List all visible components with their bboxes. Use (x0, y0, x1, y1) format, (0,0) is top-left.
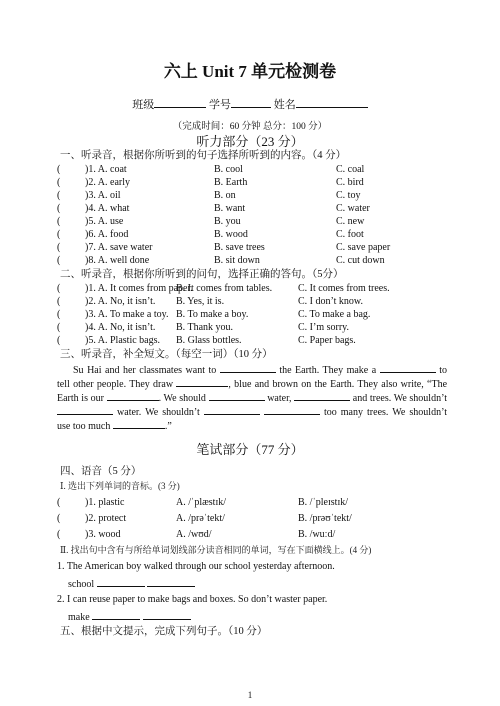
answer-line-1: school (68, 577, 195, 591)
blank (176, 377, 228, 387)
listening-title: 听力部分（23 分） (196, 134, 304, 149)
blank (143, 610, 191, 620)
subsection-2: Ⅱ. 找出句中含有与所给单词划线部分读音相同的单词，写在下面横线上。(4 分) (60, 545, 372, 555)
blank (57, 405, 113, 415)
name-field[interactable] (296, 97, 368, 108)
section-1-heading: 一、听录音，根据你所听到的句子选择所听到的内容。（4 分） (60, 150, 347, 161)
class-label: 班级 (132, 99, 155, 111)
blank (204, 405, 260, 415)
section-5-heading: 五、根据中文提示，完成下列句子。（10 分） (60, 626, 268, 637)
section-2-heading: 二、听录音，根据你所听到的问句，选择正确的答句。（5分） (60, 269, 344, 280)
section-4-heading: 四、语音（5 分） (60, 466, 142, 477)
blank (294, 391, 350, 401)
cloze-passage: Su Hai and her classmates want to the Earth. They make a to tell other people. They draw , blue and brown on the Earth. They also write, “The Earth is our . We should water, and trees. We shouldn’t water. We shouldn’t too many trees. We shouldn’t use too much .” (57, 365, 448, 432)
name-label: 姓名 (273, 99, 296, 111)
blank (209, 391, 265, 401)
time-note: （完成时间：60 分钟 总分：100 分） (172, 122, 328, 132)
blank (107, 391, 159, 401)
number-label: 学号 (209, 99, 231, 111)
answer-line-2: make (68, 610, 191, 624)
blank (264, 405, 320, 415)
number-field[interactable] (231, 97, 271, 108)
blank (97, 577, 145, 587)
blank (380, 363, 436, 373)
written-title: 笔试部分（77 分） (196, 442, 304, 457)
page-title: 六上 Unit 7 单元检测卷 (163, 62, 337, 81)
student-info (0, 96, 500, 112)
subsection-1: Ⅰ. 选出下列单词的音标。(3 分) (60, 481, 180, 491)
exam-page: 六上 Unit 7 单元检测卷 班级 学号 姓名 （完成时间：60 分钟 总分：100 分） 听力部分（23 分） 一、听录音，根据你所听到的句子选择所听到的内容。（4 分） ( )1. A. coat B. cool C. coal ( )2. A. early B. Earth C. bird ( )3. A. oil B. on C. toy ( )4. A. what B. want C. water ( )5. A. use B. you C. new ( )6. A. food B. wood C. foot ( )7. A. save water B. save trees C. save paper ( )8. A. well done B. sit down C. cut down 二、听录音，根据你所听到的问句，选择正确的答句。（5分） ( )1. A. It comes from paper. B. It comes from tables. C. It comes from trees. ( )2. A. No, it isn’t. B. Yes, it is. C. I don’t know. ( )3. A. To make a toy. B. To make a boy. C. To make a bag. ( )4. A. No, it isn’t. B. Thank you. C. I’m sorry. ( )5. A. Plastic bags. B. Glass bottles. C. Paper bags. 三、听录音，补全短文。（每空一词）（10 分） Su Hai and her classmates want to the Earth. They make a to tell other people. They draw , blue and brown on the Earth. They also write, “The Earth is our . We should water, and trees. We shouldn’t water. We shouldn’t too many trees. We shouldn’t use too much .” 笔试部分（77 分） 四、语音（5 分） Ⅰ. 选出下列单词的音标。(3 分) ( )1. plastic A. /ˈplæstɪk/ B. /ˈpleɪstɪk/ ( )2. protect A. /prəˈtekt/ B. /prəʊˈtekt/ ( )3. wood A. /wʊd/ B. /wuːd/ Ⅱ. 找出句中含有与所给单词划线部分读音相同的单词，写在下面横线上。(4 分) 1. The American boy walked through our school yesterday afternoon. school 2. I can reuse paper to make bags and boxes. So don’t waster paper. make 五、根据中文提示，完成下列句子。（10 分） 1 (0, 0, 500, 706)
sentence-2: 2. I can reuse paper to make bags and boxes. So don’t waster paper. (57, 594, 328, 605)
class-field[interactable] (154, 97, 206, 108)
blank (220, 363, 276, 373)
page-number: 1 (247, 690, 253, 700)
blank (113, 419, 165, 429)
blank (92, 610, 140, 620)
section-3-heading: 三、听录音，补全短文。（每空一词）（10 分） (60, 349, 273, 360)
blank (147, 577, 195, 587)
sentence-1: 1. The American boy walked through our school yesterday afternoon. (57, 561, 335, 572)
